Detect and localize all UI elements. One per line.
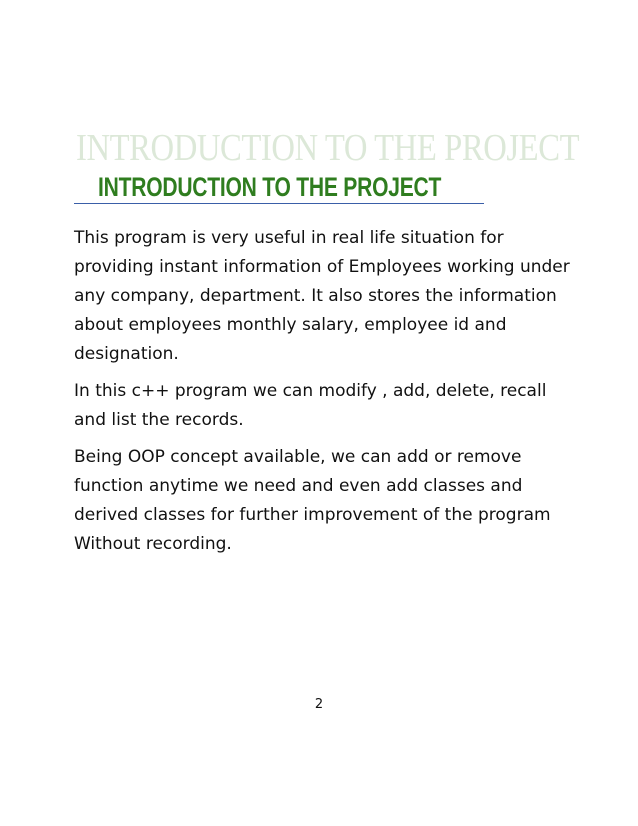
paragraph-intro: This program is very useful in real life situation for providing instant information of Employees working under any company, department. It also stores the information about employees monthly salary, employee id and designation. <box>74 228 570 364</box>
page-title: INTRODUCTION TO THE PROJECT <box>98 172 442 202</box>
title-underline <box>74 203 484 204</box>
body-text <box>74 224 574 567</box>
page-number: 2 <box>314 697 324 712</box>
heading-shadow-text: INTRODUCTION TO THE PROJECT <box>76 127 580 169</box>
paragraph-oop: Being OOP concept available, we can add or remove function anytime we need and even add classes and derived classes for further improvement of the program Without recording. <box>74 447 551 554</box>
paragraph-features: In this c++ program we can modify , add, delete, recall and list the records. <box>74 381 547 430</box>
